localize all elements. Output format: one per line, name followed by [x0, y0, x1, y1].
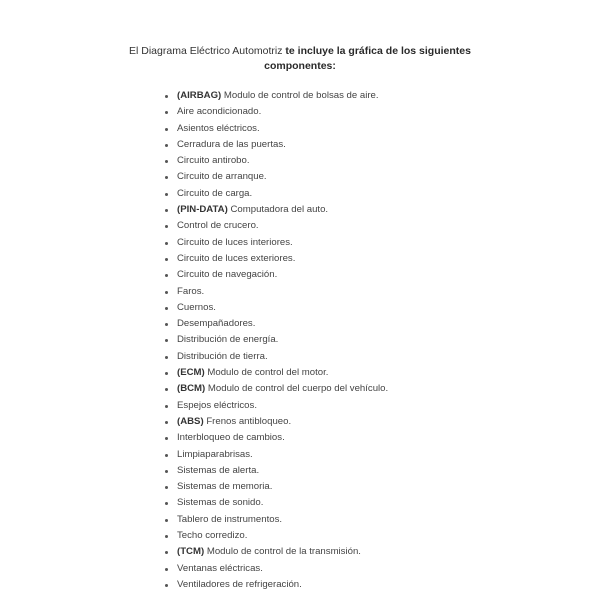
list-item — [160, 577, 388, 593]
component-label: Circuito de arranque. — [177, 171, 267, 183]
list-item — [160, 316, 388, 332]
bullet-icon — [165, 535, 168, 538]
list-item — [160, 463, 388, 479]
list-item — [160, 332, 388, 348]
list-item — [160, 251, 388, 267]
list-item — [160, 381, 388, 397]
list-item — [160, 186, 388, 202]
bullet-icon — [165, 421, 168, 424]
component-label: Techo corredizo. — [177, 530, 248, 542]
list-item — [160, 447, 388, 463]
bullet-icon — [165, 144, 168, 147]
component-label: Circuito de navegación. — [177, 269, 278, 281]
component-label: Circuito de luces exteriores. — [177, 252, 296, 264]
bullet-icon — [165, 356, 168, 359]
bullet-icon — [165, 372, 168, 375]
intro-text: El Diagrama Eléctrico Automotriz — [129, 45, 286, 57]
component-label: Modulo de control del cuerpo del vehículo. — [205, 383, 389, 395]
list-item — [160, 349, 388, 365]
list-item — [160, 169, 388, 185]
list-item — [160, 137, 388, 153]
list-item — [160, 88, 388, 104]
component-label: Tablero de instrumentos. — [177, 513, 283, 525]
component-code: (ABS) — [177, 415, 204, 427]
component-label: Limpiaparabrisas. — [177, 448, 253, 460]
bullet-icon — [165, 291, 168, 294]
component-label: Control de crucero. — [177, 220, 259, 232]
component-label: Computadora del auto. — [227, 204, 329, 216]
list-item — [160, 235, 388, 251]
bullet-icon — [165, 95, 168, 98]
bullet-icon — [165, 454, 168, 457]
component-label: Cuernos. — [177, 301, 216, 313]
bullet-icon — [165, 405, 168, 408]
component-label: Cerradura de las puertas. — [177, 138, 286, 150]
bullet-icon — [165, 437, 168, 440]
bullet-icon — [165, 568, 168, 571]
bullet-icon — [165, 160, 168, 163]
component-label: Distribución de tierra. — [177, 350, 268, 362]
component-label: Ventanas eléctricas. — [177, 562, 263, 574]
bullet-icon — [165, 193, 168, 196]
list-item — [160, 267, 388, 283]
component-code: (BCM) — [177, 383, 206, 395]
component-label: Circuito antirobo. — [177, 155, 250, 167]
bullet-icon — [165, 339, 168, 342]
list-item — [160, 398, 388, 414]
list-item — [160, 430, 388, 446]
bullet-icon — [165, 323, 168, 326]
component-label: Modulo de control de bolsas de aire. — [221, 90, 379, 101]
list-item — [160, 528, 388, 544]
list-item — [160, 479, 388, 495]
bullet-icon — [165, 242, 168, 245]
component-code: (AIRBAG) — [177, 90, 222, 101]
component-label: Sistemas de alerta. — [177, 464, 260, 476]
bullet-icon — [165, 584, 168, 587]
component-code: (ECM) — [177, 367, 205, 379]
list-item — [160, 121, 388, 137]
list-item — [160, 544, 388, 560]
bullet-icon — [165, 519, 168, 522]
intro-paragraph — [120, 44, 480, 74]
bullet-icon — [165, 470, 168, 473]
component-label: Espejos eléctricos. — [177, 399, 257, 411]
bullet-icon — [165, 128, 168, 131]
component-label: Circuito de carga. — [177, 187, 253, 199]
list-item — [160, 153, 388, 169]
bullet-icon — [165, 486, 168, 489]
component-label: Ventiladores de refrigeración. — [177, 578, 302, 590]
component-code: (PIN-DATA) — [177, 204, 228, 216]
component-label: Asientos eléctricos. — [177, 122, 260, 134]
bullet-icon — [165, 258, 168, 261]
list-item — [160, 104, 388, 120]
list-item — [160, 284, 388, 300]
intro-text-bold: te incluye la gráfica de los siguientes componentes: — [264, 45, 471, 72]
bullet-icon — [165, 388, 168, 391]
list-item — [160, 218, 388, 234]
bullet-icon — [165, 551, 168, 554]
list-item — [160, 202, 388, 218]
component-code: (TCM) — [177, 546, 205, 558]
component-label: Modulo de control de la transmisión. — [204, 546, 361, 558]
component-label: Aire acondicionado. — [177, 106, 262, 118]
component-label: Modulo de control del motor. — [204, 367, 329, 379]
list-item — [160, 495, 388, 511]
component-label: Sistemas de sonido. — [177, 497, 264, 509]
component-list — [160, 88, 388, 593]
bullet-icon — [165, 502, 168, 505]
bullet-icon — [165, 307, 168, 310]
list-item — [160, 365, 388, 381]
component-label: Frenos antibloqueo. — [203, 415, 292, 427]
component-label: Circuito de luces interiores. — [177, 236, 293, 248]
component-label: Desempañadores. — [177, 318, 256, 330]
bullet-icon — [165, 176, 168, 179]
list-item — [160, 561, 388, 577]
bullet-icon — [165, 111, 168, 114]
list-item — [160, 414, 388, 430]
list-item — [160, 300, 388, 316]
component-label: Distribución de energía. — [177, 334, 279, 346]
component-label: Faros. — [177, 285, 205, 297]
component-label: Interbloqueo de cambios. — [177, 432, 285, 444]
component-label: Sistemas de memoria. — [177, 481, 273, 493]
list-item — [160, 512, 388, 528]
bullet-icon — [165, 225, 168, 228]
bullet-icon — [165, 274, 168, 277]
bullet-icon — [165, 209, 168, 212]
